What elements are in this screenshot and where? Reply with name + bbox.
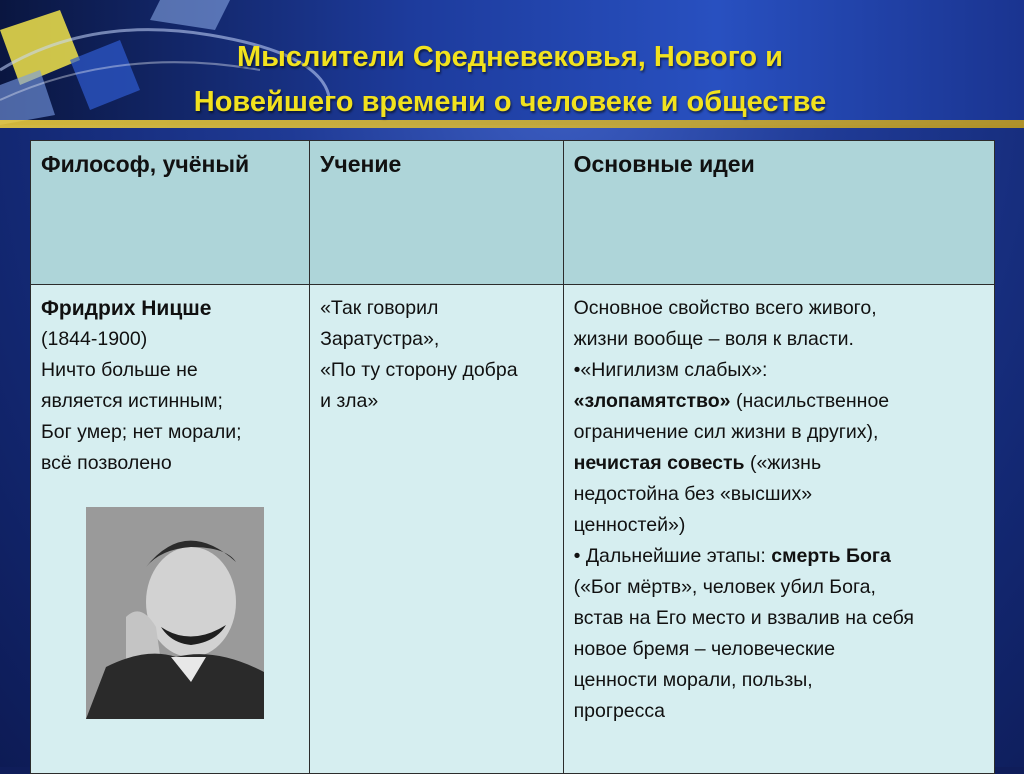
header-ideas: Основные идеи bbox=[563, 141, 994, 285]
philosopher-line: всё позволено bbox=[41, 452, 172, 474]
table-header-row bbox=[31, 141, 995, 285]
header-philosopher: Философ, учёный bbox=[31, 141, 310, 285]
idea-line: жизни вообще – воля к власти. bbox=[573, 328, 854, 350]
title-line-2: Новейшего времени о человеке и обществе bbox=[193, 86, 827, 118]
philosopher-years: (1844-1900) bbox=[41, 328, 148, 350]
work-line: Заратустра», bbox=[320, 328, 440, 350]
idea-line: недостойна без «высших» bbox=[573, 483, 813, 505]
idea-line: нечистая совесть («жизнь bbox=[573, 452, 822, 474]
work-line: и зла» bbox=[320, 390, 379, 412]
work-line: «Так говорил bbox=[320, 297, 439, 319]
cell-ideas bbox=[563, 285, 994, 774]
philosopher-name: Фридрих Ницше bbox=[41, 297, 212, 320]
title-line-1: Мыслители Средневековья, Нового и bbox=[236, 41, 783, 73]
idea-line: прогресса bbox=[573, 700, 665, 722]
page-title bbox=[140, 35, 880, 125]
idea-term-bad-conscience: нечистая совесть bbox=[573, 452, 745, 474]
idea-line: •«Нигилизм слабых»: bbox=[573, 359, 768, 381]
header-teaching: Учение bbox=[310, 141, 564, 285]
idea-line: Основное свойство всего живого, bbox=[573, 297, 877, 319]
idea-line: новое бремя – человеческие bbox=[573, 638, 836, 660]
idea-line: («Бог мёртв», человек убил Бога, bbox=[573, 576, 876, 598]
philosopher-line: является истинным; bbox=[41, 390, 223, 412]
thinkers-table bbox=[30, 140, 995, 774]
cell-philosopher bbox=[31, 285, 310, 774]
table-row bbox=[31, 285, 995, 774]
idea-term-rancor: «злопамятство» bbox=[573, 390, 731, 412]
idea-line: встав на Его место и взвалив на себя bbox=[573, 607, 914, 629]
work-line: «По ту сторону добра bbox=[320, 359, 518, 381]
idea-line: ценностей») bbox=[573, 514, 686, 536]
cell-teaching bbox=[310, 285, 564, 774]
philosopher-portrait bbox=[86, 507, 264, 719]
philosopher-line: Бог умер; нет морали; bbox=[41, 421, 242, 443]
idea-line: ограничение сил жизни в других), bbox=[573, 421, 879, 443]
idea-line: • Дальнейшие этапы: смерть Бога bbox=[573, 545, 891, 567]
idea-line: ценности морали, пользы, bbox=[573, 669, 813, 691]
philosopher-line: Ничто больше не bbox=[41, 359, 198, 381]
idea-term-death-of-god: смерть Бога bbox=[771, 545, 891, 567]
idea-line: «злопамятство» (насильственное bbox=[573, 390, 890, 412]
